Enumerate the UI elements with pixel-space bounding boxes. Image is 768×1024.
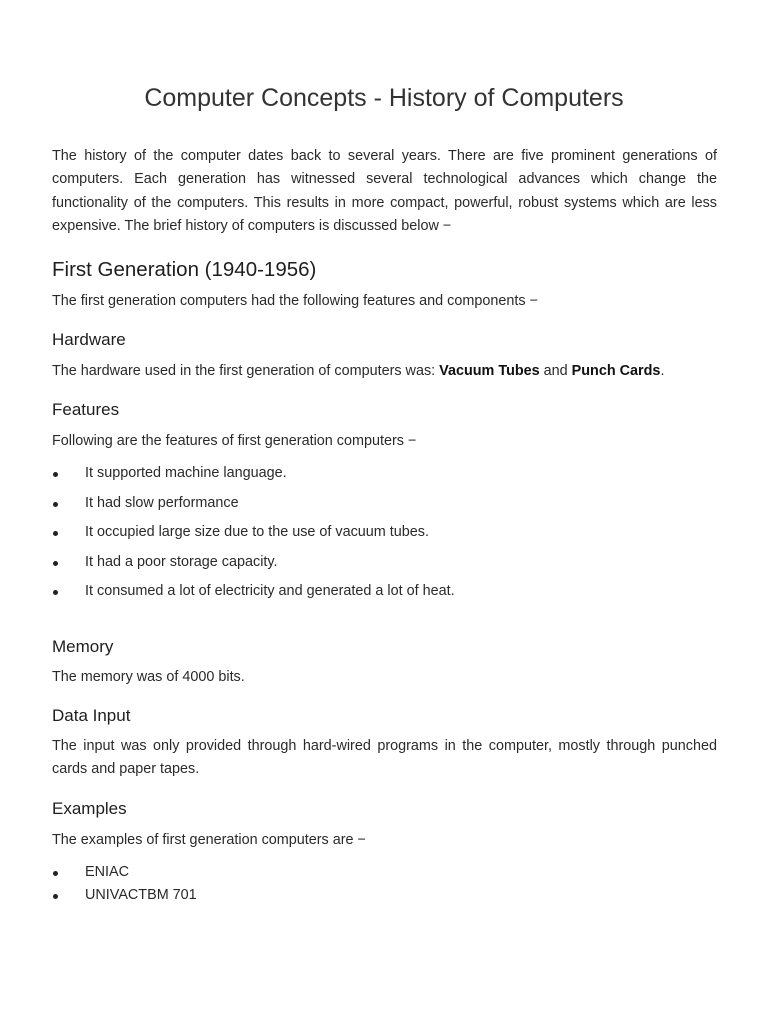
hardware-text xyxy=(52,363,664,379)
bullet-icon xyxy=(53,894,58,899)
features-list xyxy=(52,465,455,613)
list-item-text: It occupied large size due to the use of vacuum tubes. xyxy=(85,524,429,540)
list-item-text: ENIAC xyxy=(85,864,129,880)
page-title: Computer Concepts - History of Computers xyxy=(144,84,624,112)
list-item xyxy=(52,887,197,910)
hardware-vacuum-tubes: Vacuum Tubes xyxy=(439,363,540,379)
data-input-heading: Data Input xyxy=(52,706,131,725)
examples-intro: The examples of first generation computers are − xyxy=(52,832,366,848)
bullet-icon xyxy=(53,590,58,595)
data-input-text: The input was only provided through hard-wired programs in the computer, mostly through punched cards and paper tapes. xyxy=(52,738,717,778)
bullet-icon xyxy=(53,531,58,536)
list-item xyxy=(52,554,455,584)
list-item-text: It had a poor storage capacity. xyxy=(85,553,278,570)
list-item-text: It consumed a lot of electricity and generated a lot of heat. xyxy=(85,583,455,599)
bullet-icon xyxy=(53,561,58,566)
examples-list xyxy=(52,864,197,909)
hardware-text-end: . xyxy=(660,363,665,379)
list-item xyxy=(52,583,455,613)
list-item xyxy=(52,524,455,554)
hardware-heading: Hardware xyxy=(52,330,126,349)
bullet-icon xyxy=(53,871,58,876)
features-heading: Features xyxy=(52,400,120,419)
first-generation-intro: The first generation computers had the following features and components − xyxy=(52,293,538,309)
hardware-punch-cards: Punch Cards xyxy=(571,363,661,379)
hardware-text-and: and xyxy=(539,363,572,379)
memory-heading: Memory xyxy=(52,637,114,656)
bullet-icon xyxy=(53,472,58,477)
features-intro: Following are the features of first generation computers − xyxy=(52,433,417,449)
list-item-text: It supported machine language. xyxy=(85,465,287,481)
memory-text: The memory was of 4000 bits. xyxy=(52,669,245,685)
list-item xyxy=(52,864,197,887)
examples-heading: Examples xyxy=(52,799,127,818)
bullet-icon xyxy=(53,502,58,507)
list-item xyxy=(52,465,455,495)
list-item-text: It had slow performance xyxy=(85,494,239,511)
hardware-text-lead: The hardware used in the first generation of computers was: xyxy=(52,363,440,379)
intro-paragraph: The history of the computer dates back to several years. There are five prominent generations of computers. Each generation has witnessed several technological advances which change the functionality of the computers. This results in more compact, powerful, robust systems which are less expensive. The brief history of computers is discussed below − xyxy=(52,148,717,234)
list-item-text: UNIVACTBM 701 xyxy=(85,886,197,903)
first-generation-heading: First Generation (1940-1956) xyxy=(52,258,317,281)
list-item xyxy=(52,495,455,525)
